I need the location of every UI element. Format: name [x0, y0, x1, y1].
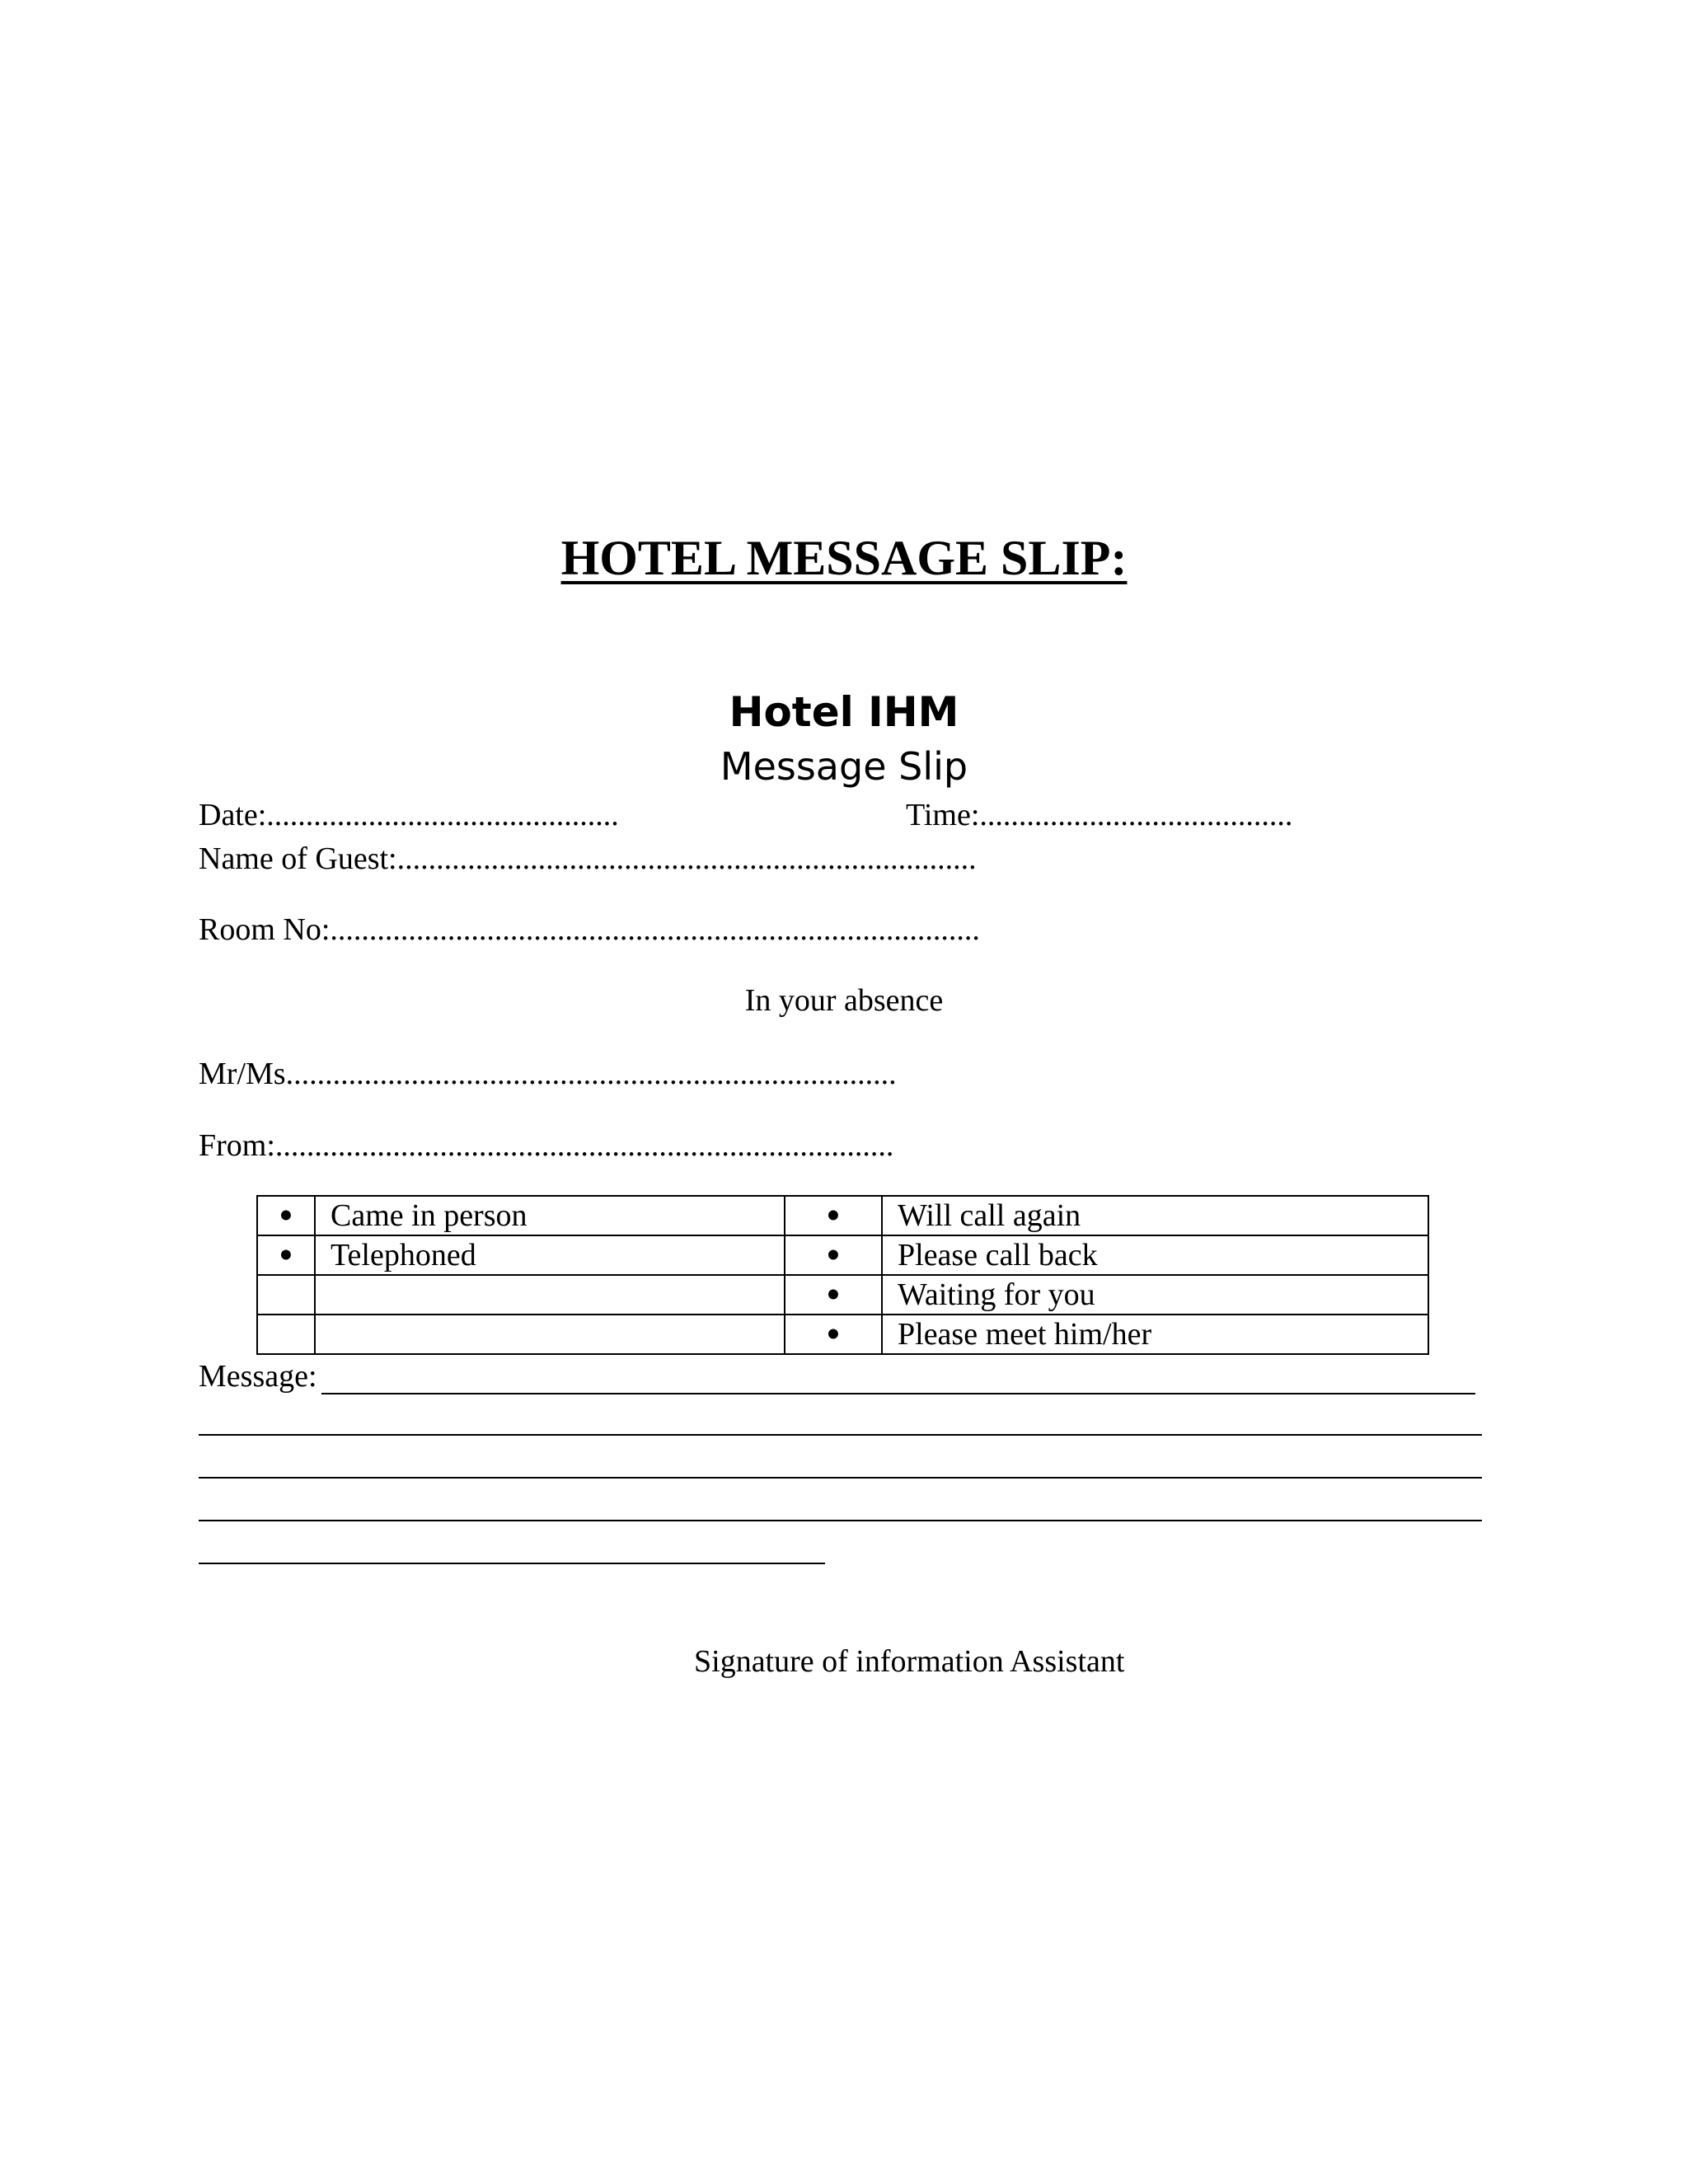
message-line[interactable]: [321, 1393, 1475, 1394]
option-bullet[interactable]: •: [257, 1235, 315, 1275]
date-field[interactable]: Date:.............................................: [199, 798, 619, 832]
option-bullet[interactable]: •: [785, 1196, 882, 1235]
empty-cell: [257, 1275, 315, 1315]
message-line[interactable]: [199, 1477, 1482, 1479]
option-please-meet: Please meet him/her: [882, 1315, 1428, 1354]
from-field[interactable]: From:...............................................................................: [199, 1128, 894, 1163]
absence-note: In your absence: [744, 983, 944, 1018]
signature-label: Signature of information Assistant: [694, 1644, 1125, 1679]
option-waiting-for-you: Waiting for you: [882, 1275, 1428, 1315]
message-line[interactable]: [199, 1434, 1482, 1436]
mr-ms-field[interactable]: Mr/Ms..............................................................................: [199, 1057, 897, 1091]
table-row: [257, 1275, 1428, 1315]
message-label: Message:: [199, 1359, 317, 1394]
option-bullet[interactable]: •: [785, 1315, 882, 1354]
hotel-name: Hotel IHM: [729, 688, 959, 736]
message-line[interactable]: [199, 1520, 1482, 1521]
table-row: [257, 1315, 1428, 1354]
empty-cell: [315, 1275, 785, 1315]
option-please-call-back: Please call back: [882, 1235, 1428, 1275]
table-row: [257, 1235, 1428, 1275]
page-title: HOTEL MESSAGE SLIP:: [560, 531, 1128, 585]
empty-cell: [257, 1315, 315, 1354]
room-no-field[interactable]: Room No:...................................................................................: [199, 912, 980, 947]
option-bullet[interactable]: •: [785, 1235, 882, 1275]
guest-name-field[interactable]: Name of Guest:..........................................................................: [199, 841, 977, 876]
message-line[interactable]: [199, 1563, 825, 1564]
message-options-table: [256, 1195, 1429, 1355]
option-will-call-again: Will call again: [882, 1196, 1428, 1235]
option-bullet[interactable]: •: [785, 1275, 882, 1315]
option-telephoned: Telephoned: [315, 1235, 785, 1275]
table-row: [257, 1196, 1428, 1235]
option-bullet[interactable]: •: [257, 1196, 315, 1235]
slip-subtitle: Message Slip: [720, 744, 968, 789]
time-field[interactable]: Time:........................................: [906, 798, 1293, 832]
option-came-in-person: Came in person: [315, 1196, 785, 1235]
empty-cell: [315, 1315, 785, 1354]
